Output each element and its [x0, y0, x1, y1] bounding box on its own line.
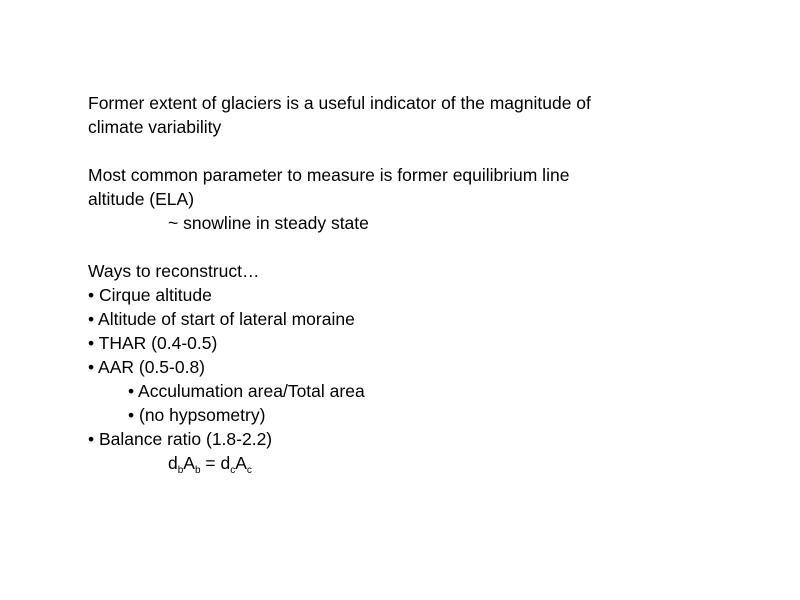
formula-sub-c2: c — [246, 465, 252, 476]
formula-a-c: A — [235, 453, 247, 473]
intro-line-2: climate variability — [88, 117, 222, 137]
intro-line-1: Former extent of glaciers is a useful indicator of the magnitude of — [88, 93, 591, 113]
aar-subitem-hypsometry: • (no hypsometry) — [128, 405, 266, 425]
ela-line-2: altitude (ELA) — [88, 189, 195, 209]
slide-content — [88, 91, 728, 475]
spacer — [88, 235, 728, 259]
formula-sub-b2: b — [194, 465, 201, 476]
ela-line-1: Most common parameter to measure is former equilibrium line — [88, 165, 570, 185]
formula-equals: = — [200, 453, 221, 473]
formula-d-c: d — [220, 453, 231, 473]
method-item-lateral-moraine: • Altitude of start of lateral moraine — [88, 309, 355, 329]
formula-d-b: d — [168, 453, 178, 473]
aar-subitem-area-ratio: • Acculumation area/Total area — [128, 381, 365, 401]
method-item-cirque: • Cirque altitude — [88, 285, 212, 305]
formula-sub-c1: c — [230, 465, 236, 476]
formula-sub-b1: b — [177, 465, 184, 476]
method-item-aar: • AAR (0.5-0.8) — [88, 357, 206, 377]
balance-ratio-formula — [88, 451, 728, 475]
method-item-thar: • THAR (0.4-0.5) — [88, 333, 218, 353]
methods-heading: Ways to reconstruct… — [88, 261, 260, 281]
spacer — [88, 139, 728, 163]
ela-line-3: ~ snowline in steady state — [168, 213, 369, 233]
formula-a-b: A — [183, 453, 195, 473]
method-item-balance-ratio: • Balance ratio (1.8-2.2) — [88, 429, 273, 449]
